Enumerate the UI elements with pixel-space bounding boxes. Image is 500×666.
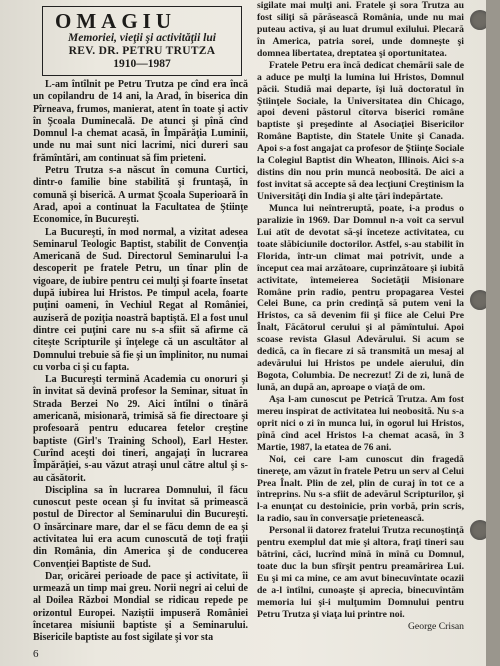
- honoree-years: 1910—1987: [113, 58, 171, 70]
- paragraph: Petru Trutza s-a născut în comuna Curtici, dintr-o familie bine stabilită şi fruntaşă, în comună şi biserică. A urmat Şcoala Superioară în Arad, apoi a continuat la Facultatea de Ştiinţe Economice, în Bucureşti.: [33, 165, 248, 226]
- paragraph: Personal îi datorez fratelui Trutza recunoştinţă pentru exemplul dat mie şi altora, fraţi tineri sau bătrîni, căci, lucrînd mînă în mînă cu Domnul, toate duc la bun sfîrşit pentru preamărirea Lui. Eu şi mi ca mine, ce am avut binecuvîntate ocazii de a-l întîlni, cunoaşte şi aprecia, binecuvîntăm memoria lui şi-i mulţumim Domnului pentru Petru Trutza şi viaţa lui printre noi.: [257, 525, 464, 620]
- subtitle: Memoriei, vieţii şi activităţii lui: [68, 32, 216, 44]
- paragraph: L-am întîlnit pe Petru Trutza pe cînd era încă un copilandru de 14 ani, la Arad, în biserica din Pîrneava, frumos, manierat, atent în toate şi activ în Şcoala Duminecală. De atunci şi pînă cînd Domnul l-a chemat acasă, în Împărăţia Luminii, unde nu mai sunt nici lacrimi, nici dureri sau frămîntări, am continuat să fim prieteni.: [33, 79, 248, 164]
- paragraph: Dar, oricărei perioade de pace şi activitate, îi urmează un timp mai greu. Norii negri ai celui de al Doilea Război Mondial se ridicau repede pe orizontul Europei. Naziştii impuseră României încetarea misiunii baptiste şi a Seminarului. Bisericile baptiste au fost sigilate şi vor sta: [33, 570, 248, 644]
- paragraph: Fratele Petru era încă dedicat chemării sale de a aduce pe mulţi la lumina lui Hristos, Domnul păcii. Studiă mai departe, îşi luă doctoratul în Ştiinţele Sociale, la Universitatea din Chicago, apoi deveni păstorul cîtorva biserici române baptiste şi preşedinte al Asociaţiei Bisericilor Române Baptiste, din Statele Unite şi Canada. Apoi s-a fost angajat ca profesor de Ştiinţe Sociale la Colegiul Baptist din Wheaton, Illinois. Aici s-a distins din nou prin muncă neobosită. De aici a fost invitat să accepte să dea lecţiuni Creştinism la Universităţi din India şi alte ţări îndepărtate.: [257, 59, 465, 202]
- binder-hole: [470, 10, 486, 30]
- page-title: OMAGIU: [55, 9, 176, 33]
- paragraph: Noi, cei care l-am cunoscut din fragedă tinereţe, am văzut în fratele Petru un serv al Celui Prea Înalt. Plin de zel, plin de curaj în tot ce a întreprins. Nu s-a sfiit de adevărul Scripturilor, şi l-a enunţat cu destoinicie, prin vorbă, prin scris, la radio, sau în conversaţie prietenească.: [257, 453, 464, 525]
- honoree-name: REV. DR. PETRU TRUTZA: [68, 45, 216, 57]
- page-number: 6: [33, 648, 39, 660]
- title-box: [42, 6, 242, 76]
- paragraph: sigilate mai mulţi ani. Fratele şi sora Trutza au fost siliţi să părăsească România, unde nu mai puteau activa, şi au luat drumul exilului. Plecară în America, patria sorei, unde domneşte şi domnea libertatea, dreptatea şi oportunitatea.: [257, 0, 464, 59]
- paragraph: La Bucureşti, în mod normal, a vizitat adesea Seminarul Teologic Baptist, stabilit de Convenţia Americană de Sud. Directorul Seminarului l-a descoperit pe fratele Petru, un tînar plin de vigoare, de iubire pentru cei mulţi şi foarte însetat după iubirea lui Hristos. Pe timpul acela, foarte puţini oameni, în Vechiul Regat al României, auziseră de poziţia noastră baptiştă. El a fost unul dintre cei puţini care nu s-a sfiit să afirme că citeşte Scripturile şi înţelege că un ascultător al Domnului trebuie să fie şi un împlinitor, nu numai cu vorba ci şi cu fapta.: [33, 226, 248, 373]
- paragraph: Disciplina sa în lucrarea Domnului, îl făcu cunoscut peste ocean şi fu invitat să primească postul de Director al Seminarului din Bucureşti. O însărcinare mare, dar el se făcu demn de ea şi activitatea lui era acum cunoscută de toţi fraţii din România, din America şi de conducerea Convenţiei Baptiste de Sud.: [33, 484, 248, 570]
- right-column: [257, 0, 464, 633]
- paragraph: La Bucureşti termină Academia cu onoruri şi în invitat să devină profesor la Seminar, situat în Strada Berzei No 29. Aici întîlni o tînără americană, misionară, trimisă să fie directoare şi profesoară pentru educarea fetelor creştine baptiste (Girl's Training School), Earl Hester. Curînd aceşti doi tineri, angajaţi în lucrarea Împărăţiei, s-au văzut atraşi unul către altul şi s-au căsătorit.: [33, 374, 248, 484]
- paragraph: Aşa l-am cunoscut pe Petrică Trutza. Am fost mereu inspirat de activitatea lui neobosită. Nu s-a oprit nici o zi în munca lui, în ogorul lui Hristos, pînă cînd acel Hristos l-a chemat acasă, în 3 Martie, 1987, la etatea de 76 ani.: [257, 393, 464, 453]
- paragraph: Munca lui neîntreruptă, poate, i-a produs o paralizie în 1969. Dar Domnul n-a voit ca servul Lui atît de devotat să-şi înceteze activitatea, cu toate slăbiciunile doctorilor. Astfel, s-au stabilit în Florida, într-un climat mai potrivit, unde a început cea mai arzătoare, cuprinzătoare şi iubită activitate, întemeierea Societăţii Misionare Române prin radio, pentru propagarea Vestei Celei Bune, ca prin credinţă să putem veni la Hristos, ca să devenim fii şi fiice ale Celui Pre Înalt, Făcătorul cerului şi al pămîntului. Apoi scoase revista Glasul Adevărului. Si acum se dedică, ca în fiecare zi să transmită un mesaj al adevărului lui Hristos pe undele aierului, din Bogota, Columbia. De necrezut! Zi de zi, lună de lună, an după an, aproape o viaţă de om.: [257, 202, 464, 393]
- binder-hole: [470, 520, 486, 540]
- left-column: [33, 0, 248, 645]
- page-edge: [486, 0, 500, 666]
- author-signature: George Crisan: [407, 620, 464, 632]
- binder-hole: [470, 290, 486, 310]
